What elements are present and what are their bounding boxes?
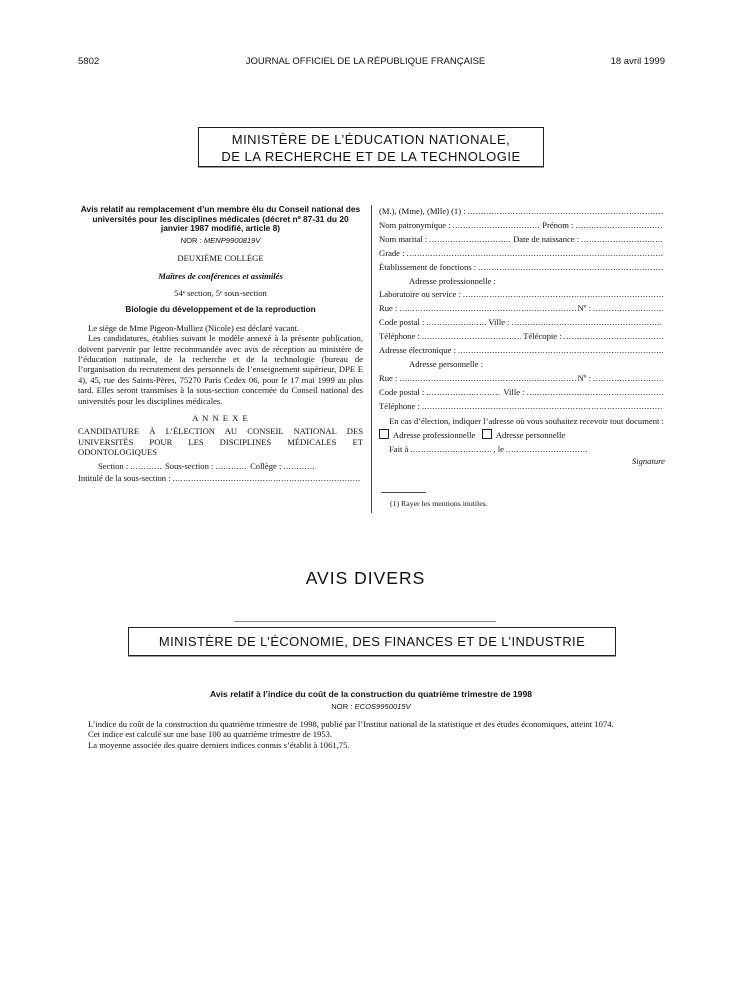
label-grade: Grade : <box>379 247 405 258</box>
fill-line <box>422 330 521 344</box>
section-rule <box>234 621 496 622</box>
fill-line <box>581 233 663 247</box>
form-row-street-2 <box>379 372 665 386</box>
label-civility: (M.), (Mme), (Mlle) (1) : <box>379 206 466 216</box>
section-heading: 54ᵉ section, 5ᵉ sous-section <box>174 288 267 298</box>
nor-label: NOR : <box>331 701 353 711</box>
label-section: Section : <box>98 460 129 471</box>
form-row-civility <box>379 205 665 219</box>
election-instruction: En cas d’élection, indiquer l’adresse où vous souhaitez recevoir tout document : <box>389 415 664 426</box>
bottom-paragraph-1: L’indice du coût de la construction du quatrième trimestre de 1998, publié par l’Institut national de la statistique et des études économiques, atteint 1074. <box>88 719 614 729</box>
fill-line <box>215 461 248 471</box>
fill-line <box>399 302 575 316</box>
fill-line <box>506 443 587 457</box>
label-fax: Télécopie : <box>523 331 562 342</box>
fill-line <box>458 344 663 358</box>
heading-personal-address: Adresse personnelle : <box>409 358 483 369</box>
heading-professional-address: Adresse professionnelle : <box>409 275 496 286</box>
ministry-box-education <box>198 127 544 167</box>
form-row-postal-2 <box>379 386 665 400</box>
category-heading: Maîtres de conférences et assimilés <box>158 270 283 281</box>
journal-title: JOURNAL OFFICIEL DE LA RÉPUBLIQUE FRANÇAISE <box>245 56 486 67</box>
label-establishment: Établissement de fonctions : <box>379 261 477 272</box>
fill-line <box>463 288 663 302</box>
bottom-nor-reference <box>78 702 664 712</box>
form-row-phone <box>379 330 665 344</box>
label-nom: Nom patronymique : <box>379 219 451 230</box>
label-intitule: Intitulé de la sous-section : <box>78 473 171 484</box>
nor-code: ECOS9950015V <box>354 701 411 711</box>
bottom-paragraph-2: Cet indice est calculé sur une base 100 au quatrième trimestre de 1953. <box>88 729 333 740</box>
fill-line <box>453 219 541 233</box>
ministry-box-economy: MINISTÈRE DE L’ÉCONOMIE, DES FINANCES ET DE L’INDUSTRIE <box>128 627 616 656</box>
form-row-signature-place <box>379 443 589 457</box>
bottom-notice <box>78 690 664 750</box>
option-professional: Adresse professionnelle <box>393 430 476 440</box>
bottom-notice-title: Avis relatif à l’indice du coût de la construction du quatrième trimestre de 1998 <box>209 689 533 699</box>
form-row-email <box>379 344 665 358</box>
footnote: (1) Rayer les mentions inutiles. <box>390 499 488 508</box>
bottom-paragraph-3: La moyenne associée des quatre derniers indices connus s’établit à 1061,75. <box>88 739 350 750</box>
form-row-street <box>379 302 665 316</box>
left-column <box>78 205 363 484</box>
fill-line <box>426 386 501 400</box>
footnote-rule <box>381 492 426 493</box>
label-made-at: Fait à <box>389 443 409 454</box>
fill-line <box>410 443 491 457</box>
fill-line <box>478 261 663 275</box>
fill-line <box>564 330 663 344</box>
right-column <box>379 205 665 466</box>
signature-label: Signature <box>631 455 665 466</box>
label-sous-section: Sous-section : <box>164 460 214 471</box>
form-row-marital <box>379 233 665 247</box>
fill-line <box>407 247 663 261</box>
label-city: Ville : <box>488 317 510 328</box>
discipline-heading: Biologie du développement et de la reproduction <box>125 305 316 315</box>
section-heading-avis-divers: AVIS DIVERS <box>305 568 426 588</box>
label-phone: Téléphone : <box>379 331 420 342</box>
fill-line <box>468 205 663 219</box>
ministry-line-1: MINISTÈRE DE L’ÉDUCATION NATIONALE, <box>231 132 511 147</box>
label-number: Nº : <box>577 303 591 314</box>
form-row-phone-2 <box>379 400 665 414</box>
fill-line <box>593 372 663 386</box>
label-birthdate: Date de naissance : <box>513 233 580 244</box>
label-college: Collège : <box>250 460 282 471</box>
fill-line <box>173 473 361 483</box>
paragraph-candidatures: Les candidatures, établies suivant le modèle annexé à la présente publication, doivent parvenir par lettre recommandée avec avis de réception au ministère de l’éducation nationale, de la recherche et de la technologie (bureau de l’organisation du recrutement des personnels de l’enseignement supérieur, DPE E 4), 45, rue des Saints-Pères, 75270 Paris Cedex 06, pour le 17 mai 1999 au plus tard. Elles seront transmises à la sous-section concernée du Conseil national des universités pour les disciplines médicales. <box>78 333 363 406</box>
label-prenom: Prénom : <box>542 219 574 230</box>
nor-code: MENP9900819V <box>203 235 261 245</box>
form-row-name <box>379 219 665 233</box>
fill-line <box>426 316 486 330</box>
fill-line <box>422 400 663 414</box>
annex-heading: A N N E X E <box>192 413 249 424</box>
fill-line <box>593 302 663 316</box>
college-heading: DEUXIÈME COLLÈGE <box>177 253 264 264</box>
column-divider <box>371 205 372 513</box>
fill-line <box>399 372 575 386</box>
checkbox-personal[interactable] <box>482 429 492 439</box>
nor-reference <box>78 236 363 246</box>
label-postal: Code postal : <box>379 386 425 397</box>
candidature-heading: CANDIDATURE À L’ÉLECTION AU CONSEIL NATIONAL DES UNIVERSITÉS POUR LES DISCIPLINES MÉDICALES ET ODONTOLOGIQUES <box>78 426 363 458</box>
issue-date: 18 avril 1999 <box>610 56 665 67</box>
form-row-establishment <box>379 261 665 275</box>
checkbox-professional[interactable] <box>379 429 389 439</box>
notice-title: Avis relatif au remplacement d’un membre élu du Conseil national des universités pour les disciplines médicales (décret nº 87-31 du 20 janvier 1987 modifié, article 8) <box>80 204 361 234</box>
fill-line <box>283 461 316 471</box>
fill-line <box>130 461 163 471</box>
option-personal: Adresse personnelle <box>495 430 566 440</box>
label-street: Rue : <box>379 303 398 314</box>
nor-label: NOR : <box>180 235 202 245</box>
label-email: Adresse électronique : <box>379 345 456 356</box>
label-phone: Téléphone : <box>379 400 420 411</box>
fill-line <box>527 386 663 400</box>
form-row-grade <box>379 247 665 261</box>
label-street: Rue : <box>379 372 398 383</box>
page-number: 5802 <box>78 56 100 67</box>
address-choice <box>379 429 665 443</box>
fill-line <box>429 233 511 247</box>
ministry-line-2: DE LA RECHERCHE ET DE LA TECHNOLOGIE <box>221 149 521 164</box>
label-number: Nº : <box>577 372 591 383</box>
fill-line <box>512 316 663 330</box>
form-row-postal <box>379 316 665 330</box>
paragraph-vacancy: Le siège de Mme Pigeon-Mulliez (Nicole) est déclaré vacant. <box>88 322 300 333</box>
label-city: Ville : <box>503 386 525 397</box>
label-date: , le <box>493 443 504 454</box>
form-row-section <box>78 461 318 471</box>
label-postal: Code postal : <box>379 317 425 328</box>
form-row-laboratory <box>379 288 665 302</box>
fill-line <box>575 219 663 233</box>
form-row-intitule <box>78 473 363 483</box>
label-marital: Nom marital : <box>379 233 428 244</box>
label-laboratory: Laboratoire ou service : <box>379 289 461 300</box>
